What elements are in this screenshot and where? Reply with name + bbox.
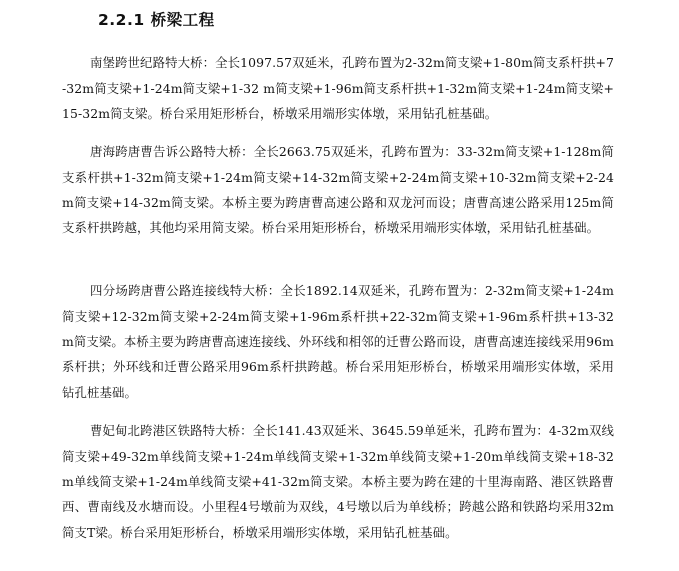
section-heading [98, 8, 215, 32]
paragraph-sifenchang-bridge: 四分场跨唐曹公路连接线特大桥：全长1892.14双延米，孔跨布置为：2-32m简支梁+1-24m简支梁+12-32m简支梁+2-24m简支梁+1-96m系杆拱+22-32m简支梁+1-96m系杆拱+13-32m简支梁。本桥主要为跨唐曹高速连接线、外环线和相邻的迁曹公路而设，唐曹高速连接线采用96m系杆拱；外环线和迁曹公路采用96m系杆拱跨越。桥台采用矩形桥台，桥墩采用端形实体墩，采用钻孔桩基础。 [62, 283, 614, 400]
section-title: 桥梁工程 [150, 11, 215, 29]
paragraph-tanghai-bridge: 唐海跨唐曹告诉公路特大桥：全长2663.75双延米，孔跨布置为：33-32m简支梁+1-128m简支系杆拱+1-32m简支梁+1-24m简支梁+14-32m简支梁+2-24m简支梁+10-32m简支梁+2-24m简支梁+14-32m简支梁。本桥主要为跨唐曹高速公路和双龙河而设；唐曹高速公路采用125m简支系杆拱跨越，其他均采用简支梁。桥台采用矩形桥台，桥墩采用端形实体墩，采用钻孔桩基础。 [62, 144, 614, 236]
section-number: 2.2.1 [98, 11, 145, 29]
paragraph-nanpu-bridge: 南堡跨世纪路特大桥：全长1097.57双延米，孔跨布置为2-32m简支梁+1-80m简支系杆拱+7-32m简支梁+1-24m简支梁+1-32 m简支梁+1-96m简支系杆拱+1-32m简支梁+1-24m简支梁+15-32m简支梁。桥台采用矩形桥台，桥墩采用端形实体墩，采用钻孔桩基础。 [62, 55, 614, 121]
paragraph-caofeidian-bridge: 曹妃甸北跨港区铁路特大桥：全长141.43双延米、3645.59单延米，孔跨布置为：4-32m双线简支梁+49-32m单线简支梁+1-24m单线简支梁+1-32m单线简支梁+1-20m单线简支梁+18-32m单线简支梁+1-24m单线简支梁+41-32m简支梁。本桥主要为跨在建的十里海南路、港区铁路曹西、曹南线及水塘而设。小里程4号墩前为双线，4号墩以后为单线桥；跨越公路和铁路均采用32m简支T梁。桥台采用矩形桥台，桥墩采用端形实体墩，采用钻孔桩基础。 [62, 423, 614, 540]
